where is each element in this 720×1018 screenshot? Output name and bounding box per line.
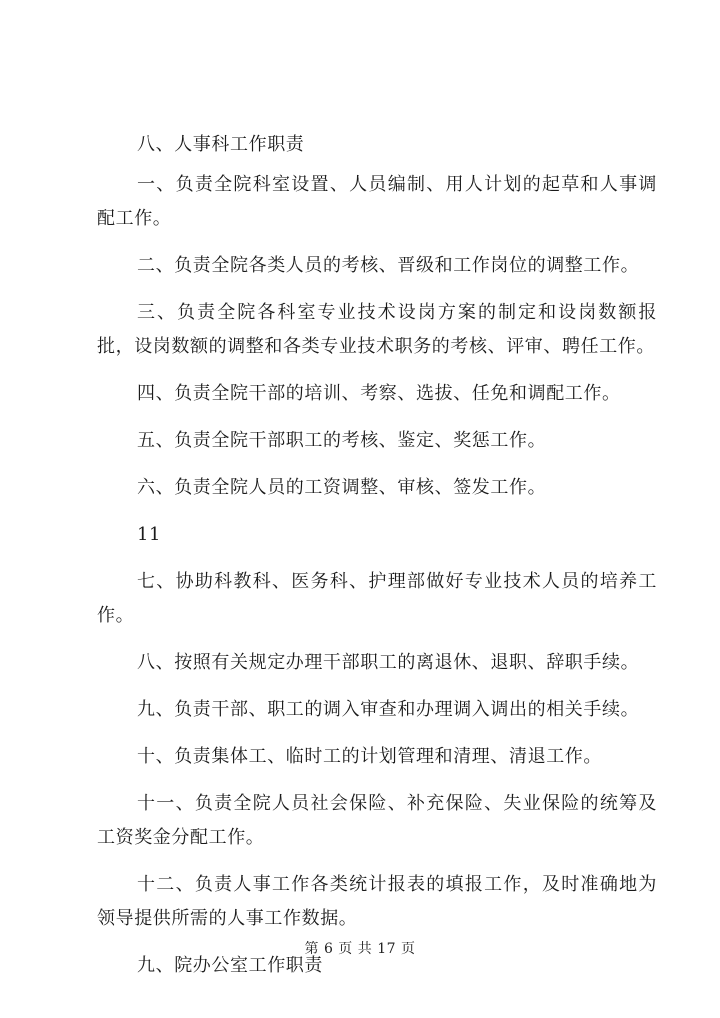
page-footer: 第 6 页 共 17 页 — [304, 941, 416, 957]
paragraph-duty-10: 十、负责集体工、临时工的计划管理和清理、清退工作。 — [137, 746, 602, 767]
paragraph-duty-6: 六、负责全院人员的工资调整、审核、签发工作。 — [137, 477, 547, 498]
paragraph-duty-4: 四、负责全院干部的培训、考察、选拔、任免和调配工作。 — [137, 383, 621, 404]
paragraph-duty-8: 八、按照有关规定办理干部职工的离退休、退职、辞职手续。 — [137, 652, 640, 673]
paragraph-duty-5: 五、负责全院干部职工的考核、鉴定、奖惩工作。 — [137, 430, 547, 451]
paragraph-duty-3: 三、负责全院各科室专业技术设岗方案的制定和设岗数额报批，设岗数额的调整和各类专业技术职务的考核、评审、聘任工作。 — [97, 302, 657, 357]
paragraph-duty-12: 十二、负责人事工作各类统计报表的填报工作，及时准确地为领导提供所需的人事工作数据。 — [97, 874, 657, 929]
paragraph-duty-11: 十一、负责全院人员社会保险、补充保险、失业保险的统筹及工资奖金分配工作。 — [97, 793, 657, 848]
section-heading-office: 九、院办公室工作职责 — [137, 955, 323, 976]
paragraph-number-marker: 11 — [137, 524, 162, 545]
section-heading-personnel: 八、人事科工作职责 — [137, 134, 305, 155]
paragraph-duty-1: 一、负责全院科室设置、人员编制、用人计划的起草和人事调配工作。 — [97, 174, 657, 229]
document-body — [97, 128, 657, 989]
paragraph-duty-7: 七、协助科教科、医务科、护理部做好专业技术人员的培养工作。 — [97, 571, 657, 626]
paragraph-duty-9: 九、负责干部、职工的调入审查和办理调入调出的相关手续。 — [137, 699, 640, 720]
paragraph-duty-2: 二、负责全院各类人员的考核、晋级和工作岗位的调整工作。 — [137, 255, 640, 276]
